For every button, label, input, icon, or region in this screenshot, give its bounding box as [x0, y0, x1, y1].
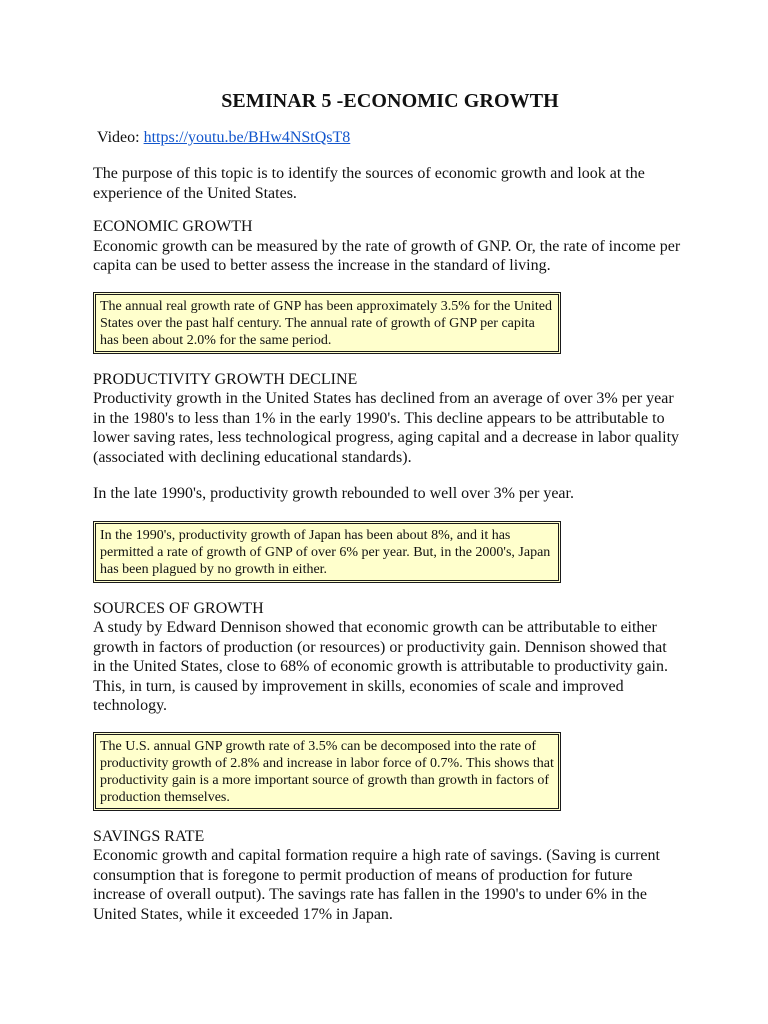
callout-box-gnp-decomposition: The U.S. annual GNP growth rate of 3.5% can be decomposed into the rate of productivity growth of 2.8% and increase in labor force of 0.7%. This shows that productivity gain is a more important source of growth than growth in factors of production themselves.: [93, 732, 561, 811]
section-body-savings-rate: Economic growth and capital formation require a high rate of savings. (Saving is current consumption that is foregone to permit production of means of production for future increase of overall output). The savings rate has fallen in the 1990's to under 6% in the United States, while it exceeded 17% in Japan.: [93, 847, 660, 923]
section-heading-savings-rate: SAVINGS RATE: [93, 827, 205, 845]
section-body-productivity-rebound: In the late 1990's, productivity growth rebounded to well over 3% per year.: [93, 485, 574, 502]
section-heading-sources-of-growth: SOURCES OF GROWTH: [93, 599, 264, 617]
video-label: Video:: [97, 129, 144, 146]
section-body-productivity-decline: Productivity growth in the United States has declined from an average of over 3% per year in the 1980's to less than 1% in the early 1990's. This decline appears to be attributable to lower saving rates, less technological progress, aging capital and a decrease in labor quality (associated with declining educational standards).: [93, 390, 680, 466]
document-page: [93, 88, 683, 924]
section-body-economic-growth: Economic growth can be measured by the rate of growth of GNP. Or, the rate of income per capita can be used to better assess the increase in the standard of living.: [93, 237, 681, 274]
section-body-sources-of-growth: A study by Edward Dennison showed that economic growth can be attributable to either growth in factors of production (or resources) or productivity gain. Dennison showed that in the United States, close to 68% of economic growth is attributable to productivity gain. This, in turn, is caused by improvement in skills, economies of scale and improved technology.: [93, 619, 668, 714]
callout-box-gnp-growth: The annual real growth rate of GNP has been approximately 3.5% for the United States over the past half century. The annual rate of growth of GNP per capita has been about 2.0% for the same period.: [93, 292, 561, 354]
section-heading-economic-growth: ECONOMIC GROWTH: [93, 218, 253, 235]
callout-box-japan-productivity: In the 1990's, productivity growth of Japan has been about 8%, and it has permitted a rate of growth of GNP of over 6% per year. But, in the 2000's, Japan has been plagued by no growth in either.: [93, 521, 561, 583]
video-link[interactable]: https://youtu.be/BHw4NStQsT8: [143, 129, 351, 146]
page-title: SEMINAR 5 -ECONOMIC GROWTH: [221, 90, 559, 112]
video-line: [97, 128, 683, 148]
intro-paragraph: The purpose of this topic is to identify the sources of economic growth and look at the experience of the United States.: [93, 165, 645, 202]
section-heading-productivity-decline: PRODUCTIVITY GROWTH DECLINE: [93, 370, 358, 388]
